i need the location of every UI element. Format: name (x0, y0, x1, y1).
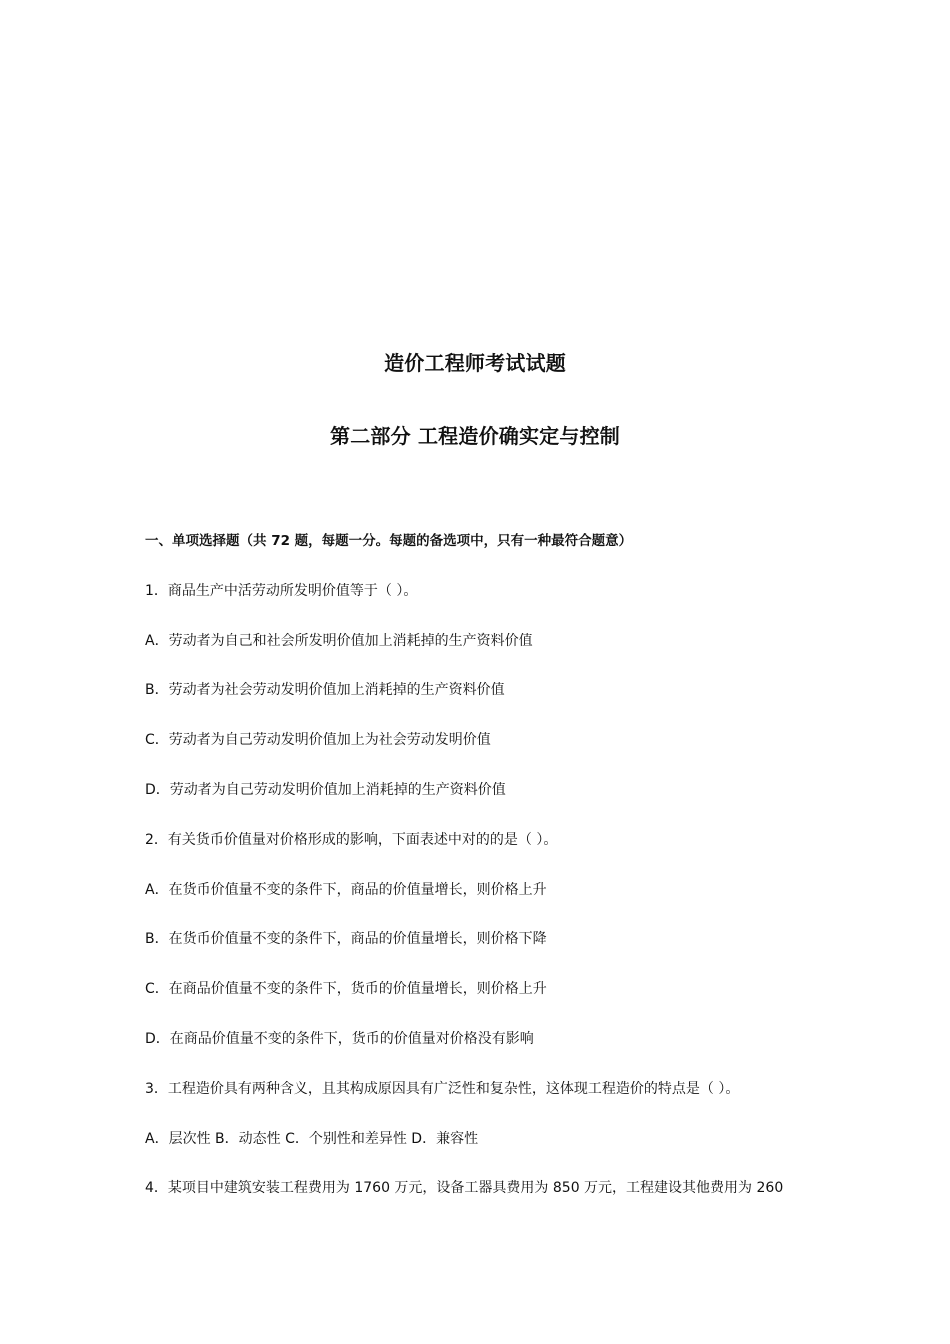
question-1-option-d: D．劳动者为自己劳动发明价值加上消耗掉的生产资料价值 (145, 781, 506, 798)
question-2-stem: 2．有关货币价值量对价格形成的影响，下面表述中对的的是（ ）。 (145, 831, 558, 848)
question-2-option-a: A．在货币价值量不变的条件下，商品的价值量增长，则价格上升 (145, 881, 547, 898)
document-subtitle: 第二部分 工程造价确实定与控制 (330, 424, 620, 448)
question-3-stem: 3．工程造价具有两种含义，且其构成原因具有广泛性和复杂性，这体现工程造价的特点是（ ）。 (145, 1080, 740, 1097)
question-1-option-a: A．劳动者为自己和社会所发明价值加上消耗掉的生产资料价值 (145, 632, 533, 649)
question-2-option-d: D．在商品价值量不变的条件下，货币的价值量对价格没有影响 (145, 1030, 534, 1047)
document-title: 造价工程师考试试题 (384, 351, 566, 375)
question-2-option-b: B．在货币价值量不变的条件下，商品的价值量增长，则价格下降 (145, 931, 547, 948)
question-1-option-c: C．劳动者为自己劳动发明价值加上为社会劳动发明价值 (145, 732, 491, 749)
question-1-stem: 1．商品生产中活劳动所发明价值等于（ ）。 (145, 582, 418, 599)
question-3-options: A．层次性 B．动态性 C．个别性和差异性 D．兼容性 (145, 1130, 479, 1147)
question-2-option-c: C．在商品价值量不变的条件下，货币的价值量增长，则价格上升 (145, 981, 547, 998)
question-1-option-b: B．劳动者为社会劳动发明价值加上消耗掉的生产资料价值 (145, 682, 505, 699)
question-4-stem: 4．某项目中建筑安装工程费用为 1760 万元，设备工器具费用为 850 万元，工程建设其他费用为 260 (145, 1180, 784, 1197)
section-heading: 一、单项选择题（共 72 题，每题一分。每题的备选项中，只有一种最符合题意） (145, 533, 633, 549)
document-body (145, 531, 825, 1228)
